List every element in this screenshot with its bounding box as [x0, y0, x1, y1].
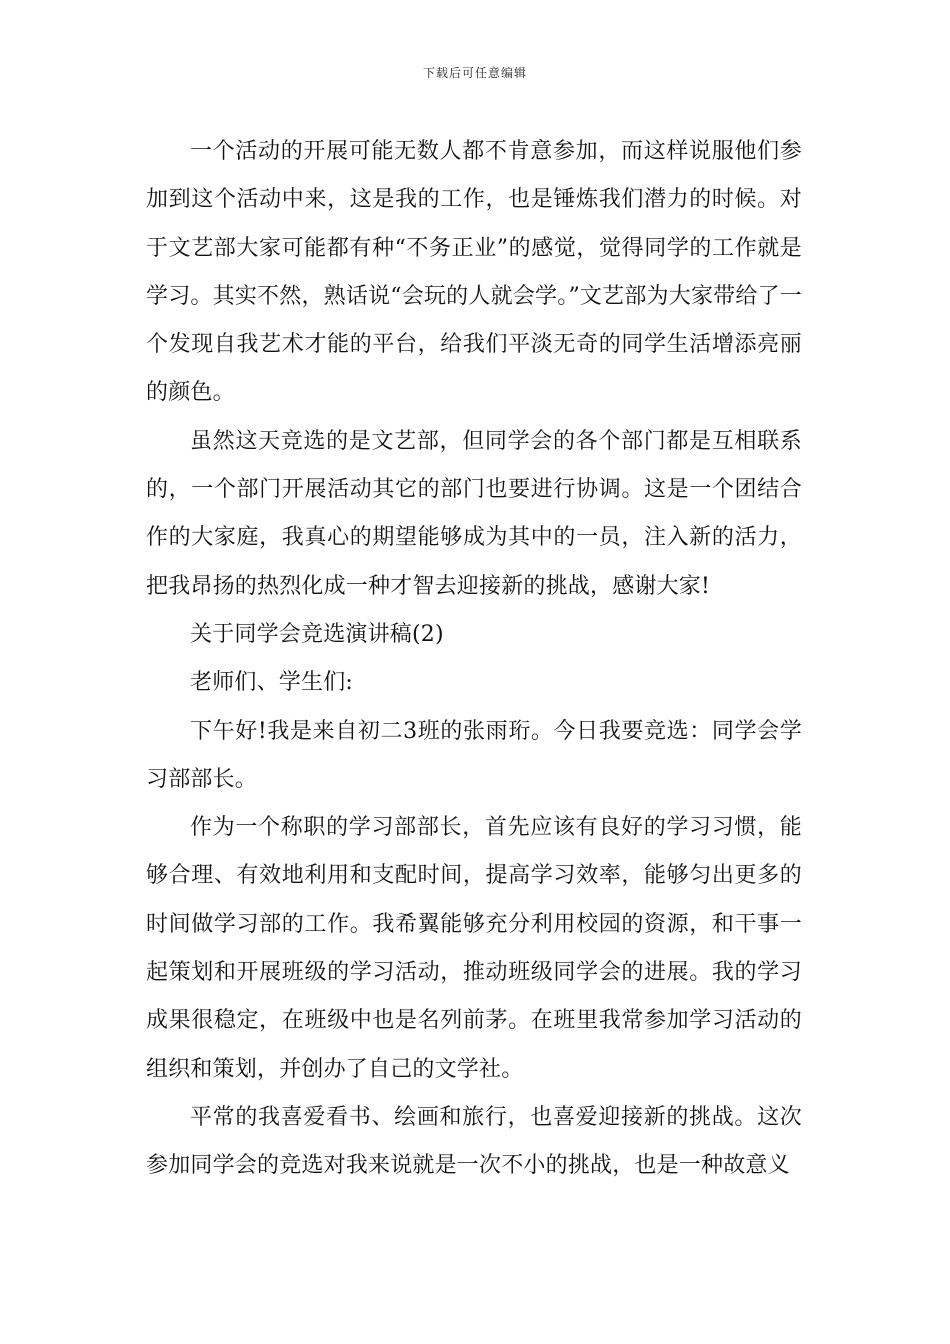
- paragraph-2: 虽然这天竞选的是文艺部，但同学会的各个部门都是互相联系的，一个部门开展活动其它的部门也要进行协调。这是一个团结合作的大家庭，我真心的期望能够成为其中的一员，注入新的活力，把我昂扬的热烈化成一种才智去迎接新的挑战，感谢大家!: [146, 428, 802, 599]
- paragraph-4: 作为一个称职的学习部部长，首先应该有良好的学习习惯，能够合理、有效地利用和支配时间，提高学习效率，能够匀出更多的时间做学习部的工作。我希翼能够充分利用校园的资源，和干事一起策划和开展班级的学习活动，推动班级同学会的进展。我的学习成果很稳定，在班级中也是名列前茅。在班里我常参加学习活动的组织和策划，并创办了自己的文学社。: [146, 815, 802, 1082]
- paragraph-1: 一个活动的开展可能无数人都不肯意参加，而这样说服他们参加到这个活动中来，这是我的工作，也是锤炼我们潜力的时候。对于文艺部大家可能都有种“不务正业”的感觉，觉得同学的工作就是学习。其实不然，熟话说“会玩的人就会学。”文艺部为大家带给了一个发现自我艺术才能的平台，给我们平淡无奇的同学生活增添亮丽的颜色。: [146, 139, 802, 406]
- salutation: 老师们、学生们:: [190, 670, 354, 696]
- document-body: [146, 128, 802, 1191]
- paragraph-5: 平常的我喜爱看书、绘画和旅行，也喜爱迎接新的挑战。这次参加同学会的竞选对我来说就是一次不小的挑战，也是一种故意义: [146, 1104, 802, 1179]
- paragraph-3: 下午好!我是来自初二3班的张雨珩。今日我要竞选：同学会学习部部长。: [146, 718, 802, 792]
- page-header-note: 下载后可任意编辑: [422, 66, 527, 80]
- section-title: 关于同学会竞选演讲稿(2): [190, 621, 444, 647]
